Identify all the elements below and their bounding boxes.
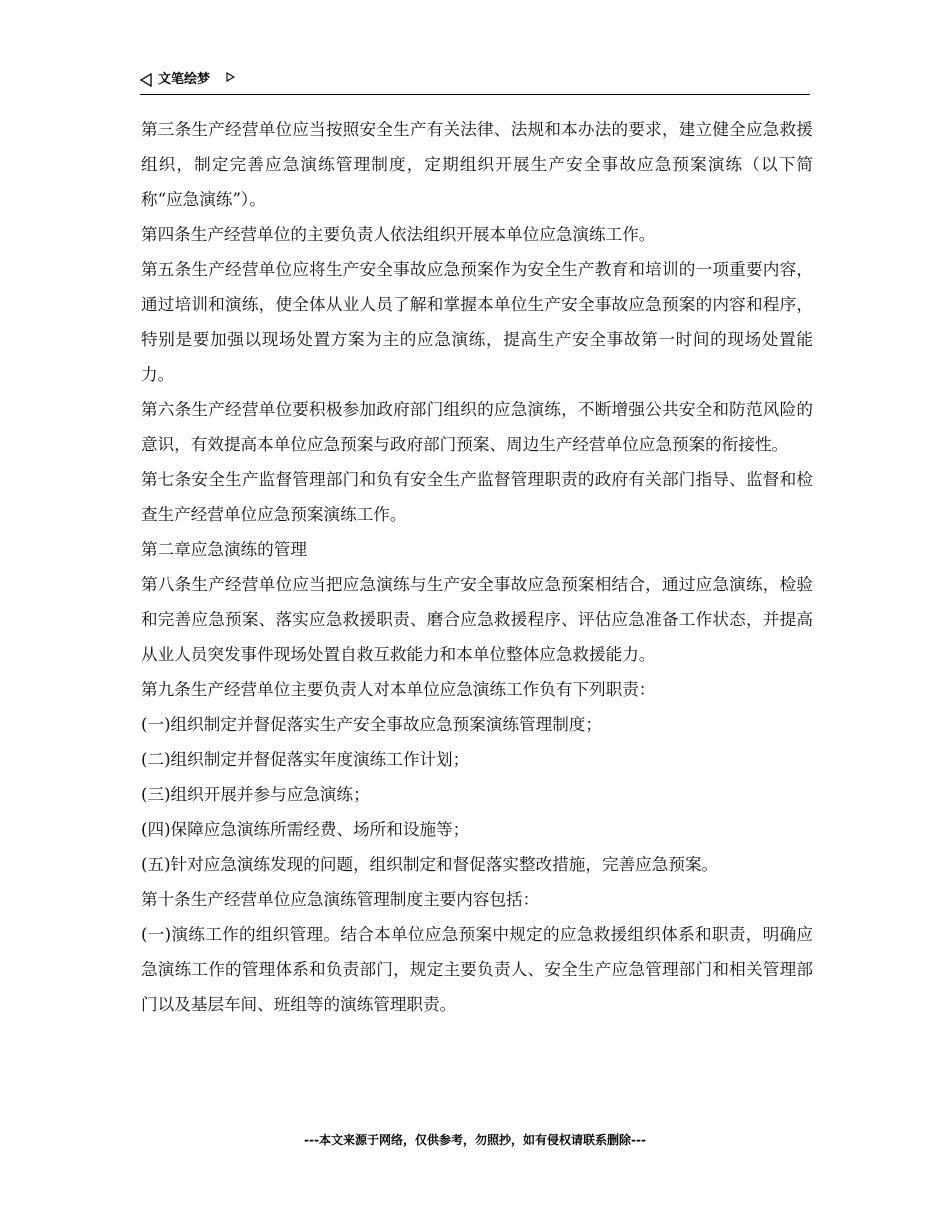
article-9-item-3: (三)组织开展并参与应急演练； [141,785,370,804]
article-8-paragraph: 第八条生产经营单位应当把应急演练与生产安全事故应急预案相结合，通过应急演练，检验和完善应急预案、落实应急救援职责、磨合应急救援程序、评估应急准备工作状态，并提高从业人员突发事件现场处置自救互救能力和本单位整体应急救援能力。 [141,575,813,664]
article-9-item-5: (五)针对应急演练发现的问题，组织制定和督促落实整改措施，完善应急预案。 [141,855,719,874]
article-5-paragraph: 第五条生产经营单位应将生产安全事故应急预案作为安全生产教育和培训的一项重要内容，通过培训和演练，使全体从业人员了解和掌握本单位生产安全事故应急预案的内容和程序，特别是要加强以现场处置方案为主的应急演练，提高生产安全事故第一时间的现场处置能力。 [141,260,813,384]
article-3-paragraph: 第三条生产经营单位应当按照安全生产有关法律、法规和本办法的要求，建立健全应急救援组织，制定完善应急演练管理制度，定期组织开展生产安全事故应急预案演练（以下简称“应急演练”）。 [141,120,813,209]
article-10-item-1: (一)演练工作的组织管理。结合本单位应急预案中规定的应急救援组织体系和职责，明确应急演练工作的管理体系和负责部门，规定主要负责人、安全生产应急管理部门和相关管理部门以及基层车间、班组等的演练管理职责。 [141,925,813,1014]
article-7-paragraph: 第七条安全生产监督管理部门和负有安全生产监督管理职责的政府有关部门指导、监督和检查生产经营单位应急预案演练工作。 [141,470,813,524]
page-header [140,70,810,95]
article-10-paragraph: 第十条生产经营单位应急演练管理制度主要内容包括： [141,890,540,909]
article-6-paragraph: 第六条生产经营单位要积极参加政府部门组织的应急演练，不断增强公共安全和防范风险的意识，有效提高本单位应急预案与政府部门预案、周边生产经营单位应急预案的衔接性。 [141,400,813,454]
document-body [141,112,813,1022]
article-9-item-1: (一)组织制定并督促落实生产安全事故应急预案演练管理制度； [141,715,602,734]
triangle-right-outline-icon [226,72,235,82]
header-logo-text: 文笔绘梦 [158,72,211,87]
article-9-paragraph: 第九条生产经营单位主要负责人对本单位应急演练工作负有下列职责： [141,680,656,699]
page-footer: ---本文来源于网络，仅供参考，勿照抄，如有侵权请联系删除--- [304,1133,646,1147]
article-9-item-4: (四)保障应急演练所需经费、场所和设施等； [141,820,470,839]
chapter-2-heading: 第二章应急演练的管理 [141,540,307,559]
article-4-paragraph: 第四条生产经营单位的主要负责人依法组织开展本单位应急演练工作。 [141,225,656,244]
article-9-item-2: (二)组织制定并督促落实年度演练工作计划； [141,750,470,769]
triangle-left-outline-icon [140,73,152,87]
